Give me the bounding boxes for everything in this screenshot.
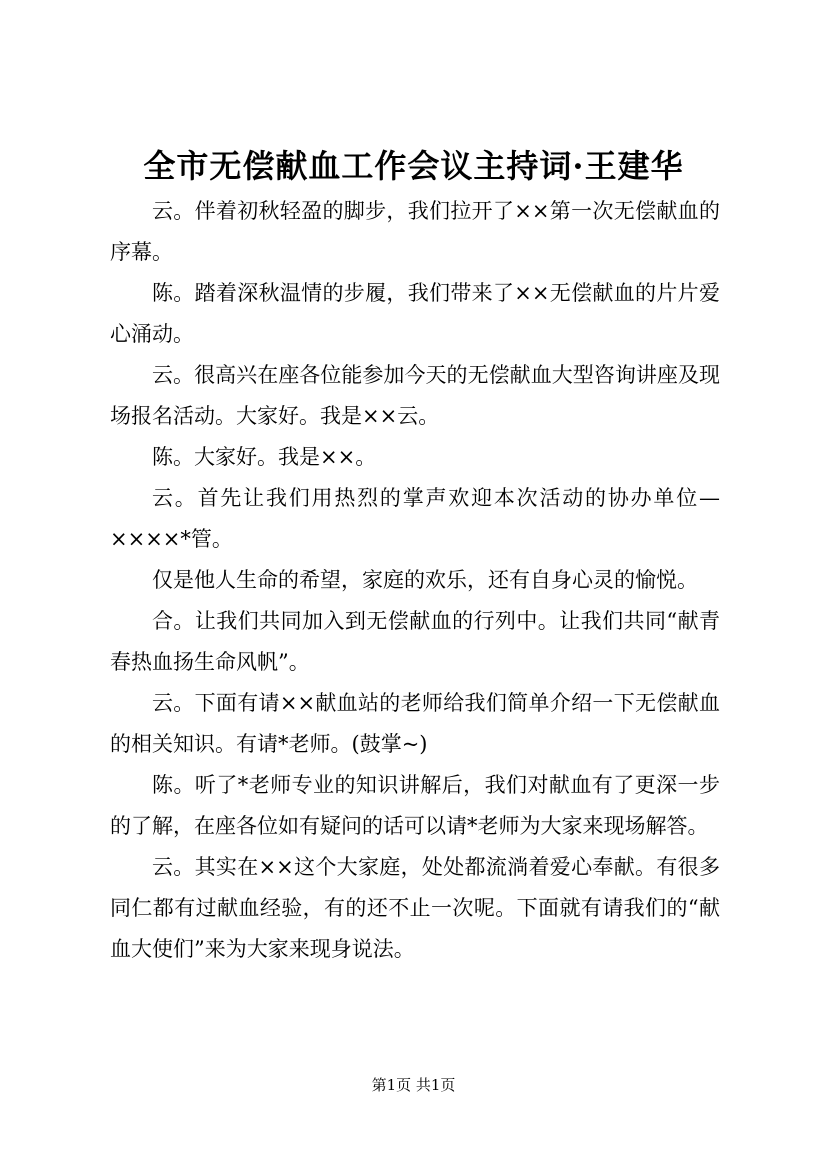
- document-body: [110, 191, 720, 970]
- paragraph: 仅是他人生命的希望，家庭的欢乐，还有自身心灵的愉悦。: [152, 568, 698, 592]
- paragraph: 云。其实在××这个大家庭，处处都流淌着爱心奉献。有很多同仁都有过献血经验，有的还不止一次呢。下面就有请我们的“献血大使们”来为大家来现身说法。: [110, 855, 720, 961]
- paragraph: 云。很高兴在座各位能参加今天的无偿献血大型咨询讲座及现场报名活动。大家好。我是××云。: [110, 363, 720, 428]
- document-title: 全市无偿献血工作会议主持词·王建华: [143, 147, 684, 185]
- paragraph: 陈。大家好。我是××。: [152, 445, 377, 469]
- paragraph: 云。伴着初秋轻盈的脚步，我们拉开了××第一次无偿献血的序幕。: [110, 199, 720, 264]
- paragraph: 合。让我们共同加入到无偿献血的行列中。让我们共同“献青春热血扬生命风帆”。: [110, 609, 720, 674]
- paragraph: 陈。踏着深秋温情的步履，我们带来了××无偿献血的片片爱心涌动。: [110, 281, 720, 346]
- paragraph: 云。首先让我们用热烈的掌声欢迎本次活动的协办单位—××××*管。: [110, 486, 720, 551]
- page-footer: 第1页 共1页: [371, 1076, 456, 1094]
- paragraph: 云。下面有请××献血站的老师给我们简单介绍一下无偿献血的相关知识。有请*老师。(鼓掌~): [110, 691, 720, 756]
- paragraph: 陈。听了*老师专业的知识讲解后，我们对献血有了更深一步的了解，在座各位如有疑问的话可以请*老师为大家来现场解答。: [110, 773, 720, 838]
